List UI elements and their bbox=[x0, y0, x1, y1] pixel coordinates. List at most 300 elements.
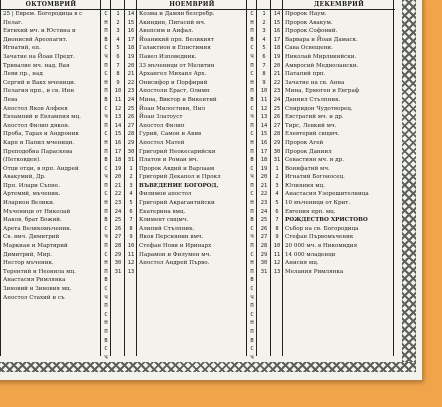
old-style-day-number: 21 bbox=[273, 71, 281, 78]
calendar-entry: Йоан Златоуст bbox=[139, 114, 183, 121]
calendar-entry: Галактион и Епистимия bbox=[139, 45, 211, 52]
weekday-letter: П bbox=[250, 328, 254, 335]
calendar-entry: Елевтерий свщмч. bbox=[285, 131, 340, 138]
weekday-letter: С bbox=[250, 131, 254, 138]
old-style-day-number: 13 bbox=[273, 268, 281, 275]
day-number: 30 bbox=[114, 260, 122, 267]
weekday-letter: П bbox=[104, 182, 108, 189]
old-style-day-number: 28 bbox=[273, 131, 281, 138]
old-style-day-number: 27 bbox=[273, 122, 281, 129]
calendar-entry: Козма и Дамян безсребр. bbox=[139, 11, 215, 17]
weekday-letter: П bbox=[250, 182, 254, 189]
calendar-entry: Екатерина вмц. bbox=[139, 208, 186, 215]
calendar-entry: Анастасия Узорешителница bbox=[285, 191, 369, 198]
day-number: 4 bbox=[116, 36, 120, 43]
weekday-letter: П bbox=[250, 148, 254, 155]
old-style-day-number: 3 bbox=[129, 182, 133, 189]
old-style-day-number: 19 bbox=[273, 53, 281, 60]
weekday-letter: Н bbox=[250, 139, 254, 146]
old-style-day-number: 25 bbox=[127, 105, 135, 112]
day-number: 28 bbox=[260, 243, 268, 250]
calendar-entry: Зачатие на св. Анна bbox=[285, 79, 345, 86]
old-style-day-number: 9 bbox=[275, 234, 279, 241]
old-style-day-number: 8 bbox=[129, 225, 133, 232]
weekday-letter: П bbox=[104, 243, 108, 250]
weekday-letter: П bbox=[104, 88, 108, 95]
day-number: 29 bbox=[260, 251, 268, 258]
old-style-day-number: 31 bbox=[273, 157, 281, 164]
old-style-day-number: 15 bbox=[273, 19, 281, 26]
weekday-letter: С bbox=[250, 286, 254, 292]
old-style-day-number: 1 bbox=[275, 165, 279, 172]
weekday-letter: В bbox=[104, 157, 108, 164]
weekday-letter: Ч bbox=[250, 354, 254, 361]
old-style-day-number: 20 bbox=[127, 62, 135, 69]
calendar-entry: Алипий Стълпник. bbox=[139, 225, 195, 232]
calendar-entry: Димитрий, Мир. bbox=[3, 251, 52, 258]
day-number: 1 bbox=[116, 11, 120, 17]
old-style-day-number: 17 bbox=[127, 36, 135, 43]
old-style-day-number: 22 bbox=[273, 79, 281, 86]
calendar-entry: Тривалие мч. над. Вая bbox=[3, 62, 70, 69]
calendar-entry: Платон и Роман мч. bbox=[139, 157, 199, 164]
day-number: 23 bbox=[114, 200, 122, 207]
weekday-letter: С bbox=[250, 346, 254, 353]
day-number: 15 bbox=[114, 131, 122, 138]
weekday-letter: С bbox=[250, 105, 254, 112]
november-header: НОЕМВРИЙ bbox=[137, 0, 247, 10]
weekday-letter: П bbox=[104, 148, 108, 155]
old-style-day-number: 23 bbox=[127, 88, 135, 95]
weekday-letter: П bbox=[104, 328, 108, 335]
day-number: 22 bbox=[114, 191, 122, 198]
weekday-letter: Н bbox=[104, 200, 108, 207]
day-number: 16 bbox=[260, 139, 268, 146]
calendar-entry: Пророк Софоний. bbox=[285, 28, 338, 35]
day-number: 23 bbox=[260, 200, 268, 207]
calendar-entry: Зачатие на Йоан Предт. bbox=[3, 53, 75, 60]
weekday-letter: Ч bbox=[104, 174, 108, 181]
calendar-entry: Николай Мирликийски. bbox=[285, 53, 357, 60]
weekday-letter: Ч bbox=[250, 234, 254, 241]
day-number: 13 bbox=[260, 114, 268, 121]
weekday-letter: С bbox=[250, 311, 254, 318]
calendar-entry: Сергий и Вакх мченици. bbox=[3, 79, 76, 86]
old-style-day-number: 14 bbox=[273, 11, 281, 17]
december-column bbox=[282, 0, 395, 356]
old-style-day-number: 1 bbox=[129, 165, 133, 172]
day-number: 8 bbox=[262, 71, 266, 78]
old-style-day-number: 6 bbox=[275, 208, 279, 215]
calendar-entry: 10 мъченици от Крит. bbox=[285, 200, 351, 207]
november-entries bbox=[137, 10, 247, 268]
calendar-entry: Апостол Яков Алфеев bbox=[3, 105, 68, 112]
old-style-day-number: 4 bbox=[275, 191, 279, 198]
calendar-entry: 25 | Еврем. Богородица в с bbox=[3, 11, 83, 17]
old-style-day-number: 21 bbox=[127, 71, 135, 78]
weekday-letter: Ч bbox=[104, 294, 108, 301]
calendar-entry: Игнатий, еп. bbox=[3, 45, 41, 52]
day-number: 5 bbox=[116, 45, 120, 52]
day-number: 8 bbox=[116, 71, 120, 78]
weekday-letter: Ч bbox=[104, 234, 108, 241]
calendar-entry: Дионисий Ареопагит. bbox=[3, 36, 68, 43]
day-number: 17 bbox=[260, 148, 268, 155]
day-number: 26 bbox=[114, 225, 122, 232]
day-number: 10 bbox=[260, 88, 268, 95]
day-number: 7 bbox=[116, 62, 120, 69]
nov-day-column bbox=[110, 0, 125, 356]
old-style-day-number: 25 bbox=[273, 105, 281, 112]
weekday-letter: С bbox=[250, 71, 254, 78]
calendar-entry: Пророк Авакум. bbox=[285, 19, 333, 26]
weekday-letter: В bbox=[250, 36, 254, 43]
calendar-entry: Тирс, Левкий мч. bbox=[285, 122, 337, 129]
calendar-entry: Апостол Андрей Първо. bbox=[139, 260, 210, 267]
weekday-letter: С bbox=[104, 225, 108, 232]
weekday-letter: П bbox=[250, 88, 254, 95]
weekday-letter: С bbox=[104, 165, 108, 172]
old-style-day-number: 4 bbox=[129, 191, 133, 198]
calendar-entry: Апостол Филип дякон. bbox=[3, 122, 70, 129]
weekday-letter: В bbox=[104, 217, 108, 224]
weekday-letter: Н bbox=[104, 260, 108, 267]
calendar-entry: Мъченици от Николай bbox=[3, 208, 71, 215]
day-number: 12 bbox=[260, 105, 268, 112]
calendar-entry: Игнатий Богоносец. bbox=[285, 174, 345, 181]
old-style-day-number: 24 bbox=[273, 96, 281, 103]
weekday-letter: Ч bbox=[250, 294, 254, 301]
old-style-day-number: 12 bbox=[127, 260, 135, 267]
day-number: 19 bbox=[260, 165, 268, 172]
calendar-entry: Юлияния мц. bbox=[285, 182, 325, 189]
weekday-letter: Ч bbox=[250, 114, 254, 121]
calendar-entry: Артемий, мъченик. bbox=[3, 191, 61, 198]
weekday-letter: Н bbox=[104, 139, 108, 146]
calendar-entry: Маркиан и Мартирий bbox=[3, 243, 68, 250]
weekday-letter: С bbox=[250, 11, 254, 17]
day-number: 20 bbox=[260, 174, 268, 181]
old-style-day-number: 23 bbox=[273, 88, 281, 95]
calendar-entry: Амвросий Медиолански. bbox=[285, 62, 359, 69]
ornamental-border-bottom bbox=[0, 362, 416, 372]
old-style-day-number: 9 bbox=[129, 234, 133, 241]
calendar-entry: Гурий, Самон и Авив bbox=[139, 131, 202, 138]
calendar-entry: 20 000 мч. в Никомидия bbox=[285, 243, 358, 250]
day-number: 14 bbox=[114, 122, 122, 129]
calendar-entry: Акиндин, Пигасий мч. bbox=[139, 19, 206, 26]
day-number: 12 bbox=[114, 105, 122, 112]
day-number: 14 bbox=[260, 122, 268, 129]
calendar-entry: Йоаникий прп. Великият bbox=[139, 36, 214, 43]
day-number: 19 bbox=[114, 165, 122, 172]
calendar-entry: Анисия мц. bbox=[285, 260, 319, 267]
old-style-day-number: 10 bbox=[273, 243, 281, 250]
weekday-letter: В bbox=[104, 337, 108, 344]
day-number: 4 bbox=[262, 36, 266, 43]
old-style-day-number: 18 bbox=[273, 45, 281, 52]
calendar-entry: Арета Великомъченик. bbox=[3, 225, 72, 232]
calendar-entry: Прп. Илари Съпне. bbox=[3, 182, 60, 189]
day-number: 11 bbox=[260, 96, 268, 103]
calendar-entry: Анастасия Римлянка bbox=[3, 277, 66, 284]
weekday-letter: П bbox=[250, 28, 254, 35]
weekday-letter: С bbox=[250, 45, 254, 52]
calendar-entry: 14 000 младенци bbox=[285, 251, 336, 258]
old-style-day-number: 29 bbox=[273, 139, 281, 146]
weekday-letter: С bbox=[250, 165, 254, 172]
calendar-entry: Апостол Филип bbox=[139, 122, 185, 129]
weekday-letter: Н bbox=[250, 320, 254, 327]
calendar-entry: Павел Изповедник. bbox=[139, 53, 197, 60]
dec-day-numbers bbox=[257, 10, 271, 276]
weekday-letter: Н bbox=[250, 79, 254, 86]
day-number: 10 bbox=[114, 88, 122, 95]
day-number: 25 bbox=[260, 217, 268, 224]
day-number: 24 bbox=[114, 208, 122, 215]
weekday-letter: С bbox=[104, 45, 108, 52]
old-style-day-number: 6 bbox=[129, 208, 133, 215]
calendar-entry: Отци отци, в прп. Андрей bbox=[3, 165, 79, 172]
weekday-letter: П bbox=[250, 303, 254, 310]
calendar-entry: Евлампий и Евлампия мц. bbox=[3, 114, 81, 121]
weekday-letter: В bbox=[104, 277, 108, 284]
weekday-letter: В bbox=[250, 277, 254, 284]
calendar-entry: Пророк Даниил bbox=[285, 148, 332, 155]
day-number: 15 bbox=[260, 131, 268, 138]
day-number: 9 bbox=[262, 79, 266, 86]
weekday-letter: В bbox=[250, 96, 254, 103]
calendar-entry: Нестор мъченик. bbox=[3, 260, 54, 267]
old-style-day-number: 28 bbox=[127, 131, 135, 138]
old-style-day-number: 29 bbox=[127, 139, 135, 146]
weekday-letter: С bbox=[104, 131, 108, 138]
calendar-entry: Леви пр., над bbox=[3, 71, 43, 78]
day-number: 24 bbox=[260, 208, 268, 215]
day-number: 21 bbox=[114, 182, 122, 189]
calendar-entry: Парамон и Филумен мч. bbox=[139, 251, 212, 258]
weekday-letter: С bbox=[250, 225, 254, 232]
old-style-day-number: 31 bbox=[127, 157, 135, 164]
weekday-letter: Н bbox=[104, 19, 108, 26]
weekday-letter: С bbox=[250, 191, 254, 198]
old-style-day-number: 22 bbox=[127, 79, 135, 86]
old-style-day-number: 10 bbox=[127, 243, 135, 250]
old-style-day-number: 24 bbox=[127, 96, 135, 103]
weekday-letter: П bbox=[104, 303, 108, 310]
calendar-entry: Апостол Матей bbox=[139, 139, 185, 146]
calendar-entry: Мина, Ермоген и Евграф bbox=[285, 88, 360, 95]
calendar-entry: Климент свщмч. bbox=[139, 217, 189, 224]
calendar-entry: (Петковден). bbox=[3, 157, 41, 164]
calendar-entry: ВЪВЕДЕНИЕ БОГОРОД. bbox=[139, 182, 219, 189]
calendar-entry: Спиридон Чудотворец. bbox=[285, 105, 353, 112]
calendar-entry: Севастиян мч. и др. bbox=[285, 157, 344, 164]
weekday-letter: С bbox=[104, 251, 108, 258]
old-style-day-number: 18 bbox=[127, 45, 135, 52]
calendar-entry: Григорий Декапол и Прокл bbox=[139, 174, 221, 181]
calendar-entry: Иларион Велики. bbox=[3, 200, 55, 207]
day-number: 13 bbox=[114, 114, 122, 121]
old-style-day-number: 26 bbox=[273, 114, 281, 121]
day-number: 30 bbox=[260, 260, 268, 267]
old-style-day-number: 8 bbox=[275, 225, 279, 232]
day-number: 1 bbox=[262, 11, 266, 17]
november-column bbox=[136, 0, 247, 356]
day-number: 9 bbox=[116, 79, 120, 86]
old-style-day-number: 19 bbox=[127, 53, 135, 60]
day-number: 28 bbox=[114, 243, 122, 250]
weekday-letter: Н bbox=[104, 320, 108, 327]
old-style-day-number: 7 bbox=[129, 217, 133, 224]
old-style-day-number: 2 bbox=[275, 174, 279, 181]
calendar-entry: Вонифатий мч. bbox=[285, 165, 330, 172]
day-number: 18 bbox=[114, 157, 122, 164]
calendar-entry: Пелаг. bbox=[3, 19, 23, 26]
calendar-entry: Проба, Тарах и Андроник bbox=[3, 131, 79, 138]
calendar-entry: Пелагия прп., и св. Инн bbox=[3, 88, 75, 95]
day-number: 31 bbox=[114, 268, 122, 275]
weekday-letter: В bbox=[104, 36, 108, 43]
old-style-day-number: 14 bbox=[127, 11, 135, 17]
ornamental-border-right bbox=[402, 0, 416, 362]
old-style-day-number: 5 bbox=[129, 200, 133, 207]
calendar-entry: Св. вмч. Димитрий bbox=[3, 234, 60, 241]
calendar-entry: Йоан Милостиви, Нил bbox=[139, 105, 206, 112]
old-style-day-number: 7 bbox=[275, 217, 279, 224]
weekday-letter: С bbox=[104, 11, 108, 17]
weekday-letter: П bbox=[104, 62, 108, 69]
october-column bbox=[0, 0, 101, 356]
nov-day-numbers bbox=[111, 10, 125, 276]
day-number: 22 bbox=[260, 191, 268, 198]
calendar-entry: Мелания Римлянка bbox=[285, 268, 344, 275]
weekday-letter: Н bbox=[250, 200, 254, 207]
weekday-letter: С bbox=[250, 251, 254, 258]
weekday-letter: П bbox=[250, 243, 254, 250]
calendar-entry: Григорий Неокесарийски bbox=[139, 148, 216, 155]
calendar-entry: Терентий и Неонила мц. bbox=[3, 268, 76, 275]
old-style-day-number: 15 bbox=[127, 19, 135, 26]
old-style-day-number: 16 bbox=[273, 28, 281, 35]
calendar-entry: Пророк Агей bbox=[285, 139, 324, 146]
weekday-letter: Ч bbox=[250, 53, 254, 60]
calendar-entry: 33 мъченици от Мелитин bbox=[139, 62, 215, 69]
calendar-entry: Яков Персиянин вмч. bbox=[139, 234, 204, 241]
calendar-entry: Даниил Стълпник. bbox=[285, 96, 341, 103]
weekday-letter: В bbox=[104, 96, 108, 103]
weekday-letter: С bbox=[104, 105, 108, 112]
calendar-entry: Евтихий мч. и Юстина и bbox=[3, 28, 76, 35]
day-number: 6 bbox=[116, 53, 120, 60]
day-number: 6 bbox=[262, 53, 266, 60]
calendar-entry: Иаков, брат Божий. bbox=[3, 217, 62, 224]
old-style-day-number: 17 bbox=[273, 36, 281, 43]
day-number: 27 bbox=[260, 234, 268, 241]
old-style-day-number: 11 bbox=[127, 251, 135, 258]
old-style-day-number: 3 bbox=[275, 182, 279, 189]
weekday-letter: С bbox=[104, 71, 108, 78]
calendar-entry: Патапий прп. bbox=[285, 71, 326, 78]
weekday-letter: П bbox=[104, 28, 108, 35]
calendar-entry: Евгения прп. мц. bbox=[285, 208, 336, 215]
calendar-entry: Мина, Виктор и Викентий bbox=[139, 96, 217, 103]
calendar-entry: Евстратий мч. и др. bbox=[285, 114, 344, 121]
day-number: 5 bbox=[262, 45, 266, 52]
calendar-entry: Лева bbox=[3, 96, 18, 103]
day-number: 2 bbox=[116, 19, 120, 26]
day-number: 21 bbox=[260, 182, 268, 189]
calendar-entry: РОЖДЕСТВО ХРИСТОВО bbox=[285, 217, 368, 224]
day-number: 11 bbox=[114, 96, 122, 103]
weekday-letter: С bbox=[104, 311, 108, 318]
calendar-entry: Варвара и Йоан Дамаск. bbox=[285, 36, 358, 43]
weekday-letter: Н bbox=[250, 19, 254, 26]
weekday-letter: С bbox=[104, 191, 108, 198]
weekday-letter: В bbox=[250, 217, 254, 224]
dec-day-column bbox=[256, 0, 271, 356]
weekday-letter: П bbox=[250, 122, 254, 129]
calendar-entry: Апостоли Ераст, Олимп bbox=[139, 88, 210, 95]
december-header: ДЕКЕМВРИЙ bbox=[283, 0, 395, 10]
day-number: 18 bbox=[260, 157, 268, 164]
weekday-letter: Н bbox=[250, 260, 254, 267]
day-number: 7 bbox=[262, 62, 266, 69]
old-style-day-number: 20 bbox=[273, 62, 281, 69]
calendar-entry: Архангел Михаил Арх. bbox=[139, 71, 207, 78]
weekday-letter: П bbox=[104, 208, 108, 215]
old-style-day-number: 30 bbox=[273, 148, 281, 155]
calendar-entry: Онисифор и Порфирий bbox=[139, 79, 208, 86]
weekday-letter: Н bbox=[104, 79, 108, 86]
old-style-day-number: 11 bbox=[273, 251, 281, 258]
weekday-letter: В bbox=[250, 337, 254, 344]
day-number: 16 bbox=[114, 139, 122, 146]
old-style-day-number: 16 bbox=[127, 28, 135, 35]
old-style-day-number: 2 bbox=[129, 174, 133, 181]
calendar-entry: Събор на св. Богородица bbox=[285, 225, 359, 232]
weekday-letter: Ч bbox=[104, 354, 108, 361]
october-entries bbox=[1, 10, 101, 302]
calendar-entry: Авакумий, Др. bbox=[3, 174, 46, 181]
weekday-letter: П bbox=[250, 62, 254, 69]
old-style-day-number: 5 bbox=[275, 200, 279, 207]
day-number: 2 bbox=[262, 19, 266, 26]
calendar-entry: Пророк Авдий и Варлаам bbox=[139, 165, 215, 172]
calendar-entry: Сава Освещени. bbox=[285, 45, 333, 52]
old-style-day-number: 27 bbox=[127, 122, 135, 129]
day-number: 26 bbox=[260, 225, 268, 232]
old-style-day-number: 12 bbox=[273, 260, 281, 267]
calendar-entry: Акепсим и Аифал. bbox=[139, 28, 194, 35]
calendar-entry: Карп и Папил мченици. bbox=[3, 139, 75, 146]
day-number: 17 bbox=[114, 148, 122, 155]
weekday-letter: С bbox=[104, 346, 108, 353]
weekday-letter: С bbox=[104, 286, 108, 292]
calendar-entry: Григорий Акрагантийски bbox=[139, 200, 215, 207]
old-style-day-number: 13 bbox=[127, 268, 135, 275]
weekday-letter: Ч bbox=[104, 114, 108, 121]
december-entries bbox=[283, 10, 395, 276]
calendar-entry: Зиновий и Зиновия мц. bbox=[3, 286, 72, 292]
day-number: 3 bbox=[262, 28, 266, 35]
weekday-letter: П bbox=[250, 268, 254, 275]
weekday-letter: Ч bbox=[250, 174, 254, 181]
weekday-letter: П bbox=[104, 122, 108, 129]
calendar-entry: Стефан Нови и Иринарх bbox=[139, 243, 212, 250]
calendar-entry: Стефан Първомъченик bbox=[285, 234, 354, 241]
calendar-entry: Апостол Стахий и съ bbox=[3, 294, 65, 301]
